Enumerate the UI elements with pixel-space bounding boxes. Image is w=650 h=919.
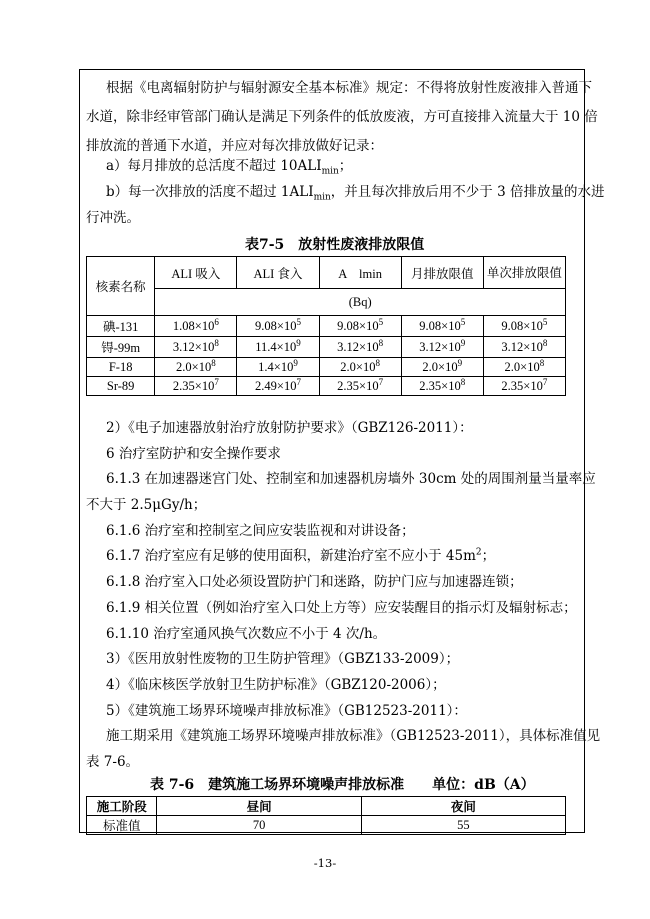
paragraph-line: 4）《临床核医学放射卫生防护标准》（GBZ120-2006）；: [106, 677, 446, 693]
value-cell: $2.49\times 10^7$: [237, 377, 319, 396]
paragraph-line: 2）《电子加速器放射治疗放射防护要求》（GBZ126-2011）：: [106, 420, 473, 436]
table-header: 月排放限值: [401, 257, 483, 289]
table-cell: 55: [361, 816, 565, 835]
nuclide-cell: F-18: [87, 358, 155, 377]
noise-limit-table: [86, 796, 566, 835]
table-header: ALI 食入: [237, 257, 319, 289]
value-cell: $2.35\times 10^7$: [155, 377, 237, 396]
value-cell: $2.35\times 10^7$: [483, 377, 565, 396]
paragraph-line: 表 7-6。: [86, 754, 140, 770]
value-cell: $9.08\times 10^5$: [319, 316, 401, 337]
discharge-limit-table: [86, 256, 566, 396]
table-row: [87, 316, 566, 337]
table-header: A lmin: [319, 257, 401, 289]
table-header: ALI 吸入: [155, 257, 237, 289]
paragraph-line: 6.1.9 相关位置（例如治疗室入口处上方等）应安装醒目的指示灯及辐射标志；: [106, 600, 577, 616]
table-header: 夜间: [361, 797, 565, 816]
list-item-b: b）每一次排放的活度不超过 $1ALI_{min}$，并且每次排放后用不少于 3 倍排放量的水进: [106, 184, 605, 203]
value-cell: $2.0\times 10^8$: [155, 358, 237, 377]
list-item-b-cont: 行冲洗。: [86, 210, 140, 226]
table-row: [87, 816, 566, 835]
table-caption: 表 7-6 建筑施工场界环境噪声排放标准 单位：dB（A）: [150, 777, 535, 793]
paragraph-line: 水道，除非经审管部门确认是满足下列条件的低放废液，方可直接排入流量大于 10 倍: [86, 109, 598, 125]
value-cell: $2.0\times 10^9$: [401, 358, 483, 377]
table-cell: 70: [157, 816, 361, 835]
table-cell: 标准值: [87, 816, 157, 835]
table-row: [87, 377, 566, 396]
value-cell: $2.35\times 10^8$: [401, 377, 483, 396]
page-number: -13-: [313, 856, 337, 870]
table-header: 昼间: [157, 797, 361, 816]
table-row: [87, 337, 566, 358]
paragraph-line: 6.1.8 治疗室入口处必须设置防护门和迷路，防护门应与加速器连锁；: [106, 574, 523, 590]
paragraph-line: 施工期采用《建筑施工场界环境噪声排放标准》（GB12523-2011），具体标准值见: [106, 728, 601, 744]
value-cell: $11.4\times 10^9$: [237, 337, 319, 358]
value-cell: $1.08\times 10^6$: [155, 316, 237, 337]
list-item-a: a）每月排放的总活度不超过 $10ALI_{min}$；: [106, 158, 353, 177]
table-header: 单次排放限值: [483, 257, 565, 289]
value-cell: $9.08\times 10^5$: [237, 316, 319, 337]
paragraph-line: 6.1.7 治疗室应有足够的使用面积，新建治疗室不应小于 $45m^2$；: [106, 547, 496, 564]
value-cell: $3.12\times 10^9$: [401, 337, 483, 358]
table-caption: 表7-5 放射性废液排放限值: [245, 237, 425, 253]
paragraph-line: 3）《医用放射性废物的卫生防护管理》（GBZ133-2009）；: [106, 651, 460, 667]
value-cell: $3.12\times 10^8$: [483, 337, 565, 358]
paragraph-line: 6.1.3 在加速器迷宫门处、控制室和加速器机房墙外 30cm 处的周围剂量当量率应: [106, 471, 596, 487]
paragraph-line: 5）《建筑施工场界环境噪声排放标准》（GB12523-2011）：: [106, 703, 467, 719]
paragraph-line: 6.1.6 治疗室和控制室之间应安装监视和对讲设备；: [106, 523, 415, 539]
paragraph-line: 根据《电离辐射防护与辐射源安全基本标准》规定：不得将放射性废液排入普通下: [106, 80, 592, 96]
section-heading: 6 治疗室防护和安全操作要求: [106, 446, 281, 462]
value-cell: $9.08\times 10^5$: [483, 316, 565, 337]
value-cell: $3.12\times 10^8$: [155, 337, 237, 358]
value-cell: $2.0\times 10^8$: [319, 358, 401, 377]
nuclide-cell: 锝-99m: [87, 337, 155, 358]
value-cell: $2.0\times 10^8$: [483, 358, 565, 377]
value-cell: $9.08\times 10^5$: [401, 316, 483, 337]
paragraph-line: 不大于 2.5μGy/h；: [86, 497, 207, 513]
unit-cell: (Bq): [155, 289, 566, 316]
value-cell: $3.12\times 10^8$: [319, 337, 401, 358]
nuclide-cell: Sr-89: [87, 377, 155, 396]
paragraph-line: 6.1.10 治疗室通风换气次数应不小于 4 次/h。: [106, 626, 387, 642]
nuclide-cell: 碘-131: [87, 316, 155, 337]
paragraph-line: 排放流的普通下水道，并应对每次排放做好记录：: [86, 138, 383, 154]
table-header: 施工阶段: [87, 797, 157, 816]
table-row: [87, 358, 566, 377]
value-cell: $1.4\times 10^9$: [237, 358, 319, 377]
table-header: 核素名称: [87, 257, 155, 316]
value-cell: $2.35\times 10^7$: [319, 377, 401, 396]
